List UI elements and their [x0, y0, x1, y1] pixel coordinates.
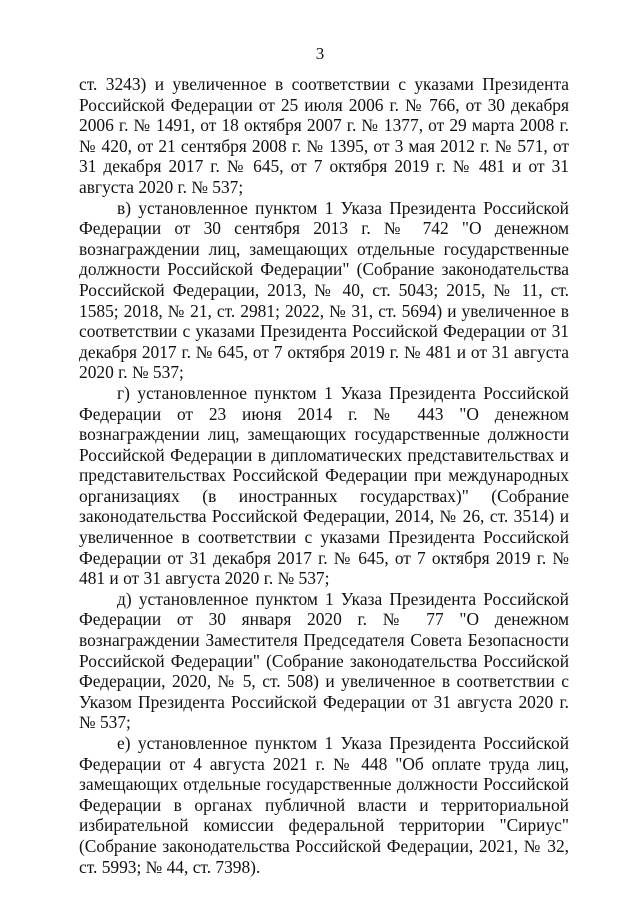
paragraph-item-g: г) установленное пунктом 1 Указа Президента Российской Федерации от 23 июня 2014 г. № 443 "О денежном вознаграждении лиц, замещающих государственные должности Российской Федерации в дипломатических представительствах и представительствах Российской Федерации при международных организациях (в иностранных государствах)" (Собрание законодательства Российской Федерации, 2014, № 26, ст. 3514) и увеличенное в соответствии с указами Президента Российской Федерации от 31 декабря 2017 г. № 645, от 7 октября 2019 г. № 481 и от 31 августа 2020 г. № 537; — [79, 382, 569, 589]
page-number: 3 — [315, 44, 325, 63]
paragraph-item-d: д) установленное пунктом 1 Указа Президента Российской Федерации от 30 января 2020 г. № 77 "О денежном вознаграждении Заместителя Председателя Совета Безопасности Российской Федерации" (Собрание законодательства Российской Федерации, 2020, № 5, ст. 508) и увеличенное в соответствии с Указом Президента Российской Федерации от 31 августа 2020 г. № 537; — [79, 588, 569, 733]
paragraph-continuation: ст. 3243) и увеличенное в соответствии с указами Президента Российской Федерации от 25 июля 2006 г. № 766, от 30 декабря 2006 г. № 1491, от 18 октября 2007 г. № 1377, от 29 марта 2008 г. № 420, от 21 сентября 2008 г. № 1395, от 3 мая 2012 г. № 571, от 31 декабря 2017 г. № 645, от 7 октября 2019 г. № 481 и от 31 августа 2020 г. № 537; — [79, 74, 569, 197]
paragraph-item-e: е) установленное пунктом 1 Указа Президента Российской Федерации от 4 августа 2021 г. № 448 "Об оплате труда лиц, замещающих отдельные государственные должности Российской Федерации в органах публичной власти и территориальной избирательной комиссии федеральной территории "Сириус" (Собрание законодательства Российской Федерации, 2021, № 32, ст. 5993; № 44, ст. 7398). — [79, 733, 569, 877]
paragraph-item-v: в) установленное пунктом 1 Указа Президента Российской Федерации от 30 сентября 2013 г. № 742 "О денежном вознаграждении лиц, замещающих отдельные государственные должности Российской Федерации" (Собрание законодательства Российской Федерации, 2013, № 40, ст. 5043; 2015, № 11, ст. 1585; 2018, № 21, ст. 2981; 2022, № 31, ст. 5694) и увеличенное в соответствии с указами Президента Российской Федерации от 31 декабря 2017 г. № 645, от 7 октября 2019 г. № 481 и от 31 августа 2020 г. № 537; — [79, 197, 569, 383]
document-body — [79, 74, 569, 877]
